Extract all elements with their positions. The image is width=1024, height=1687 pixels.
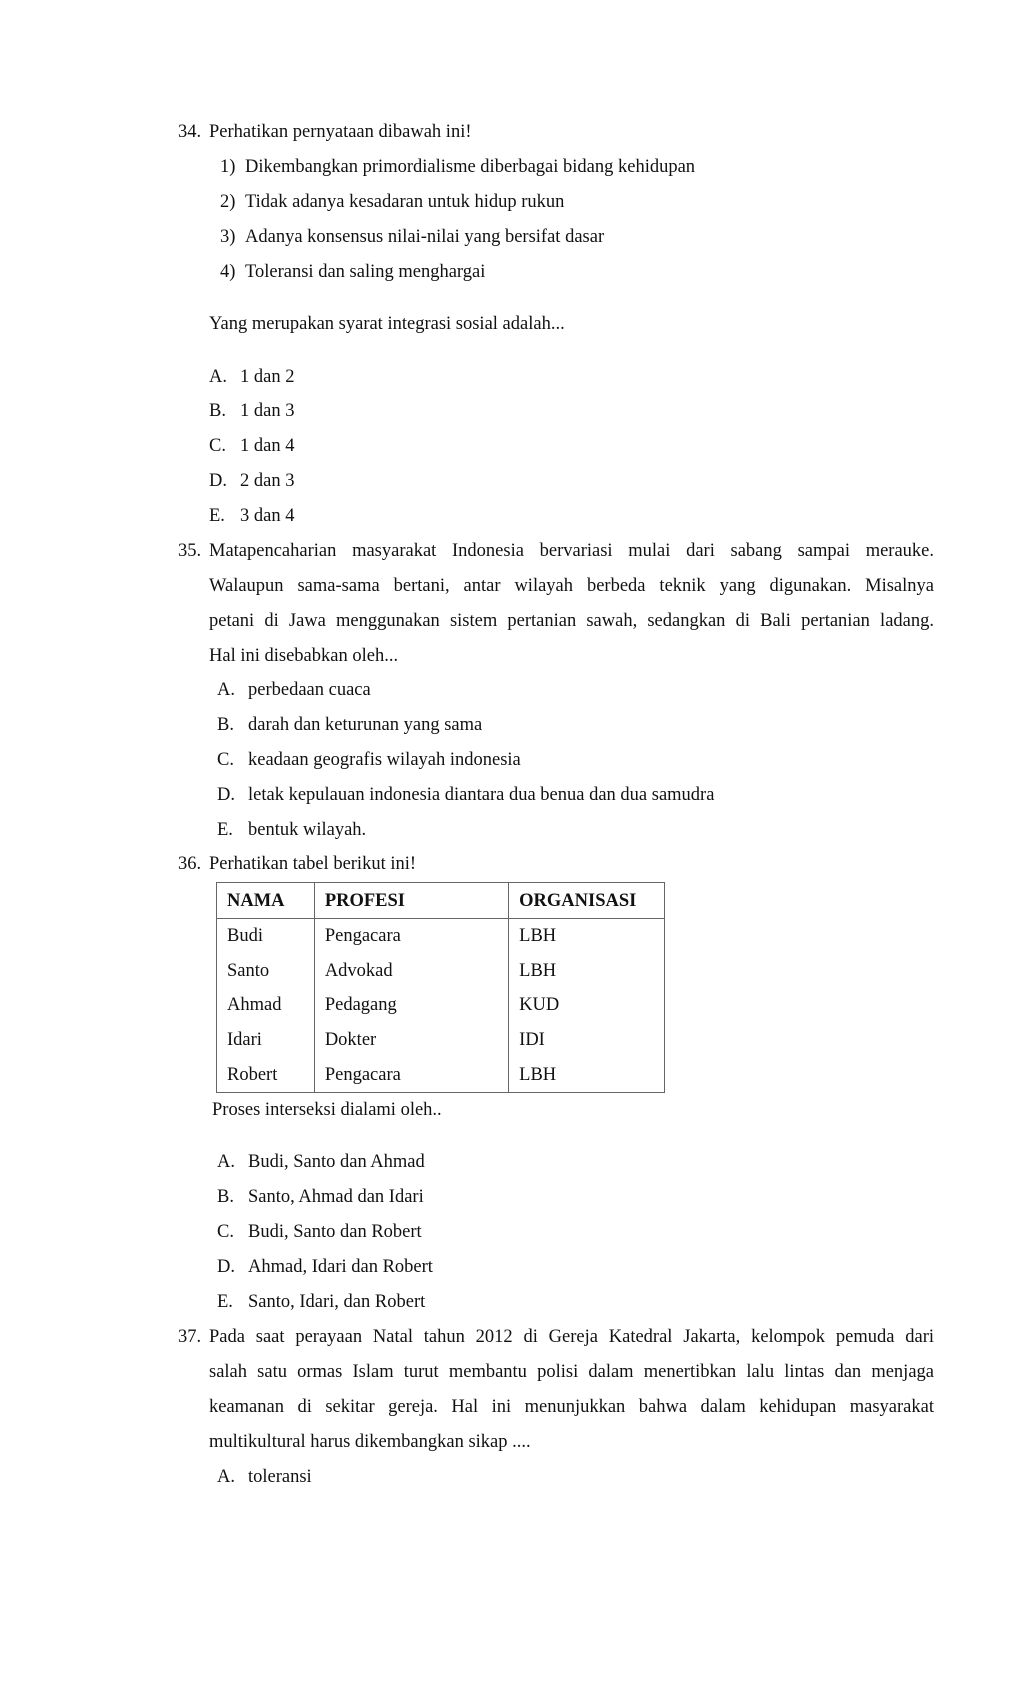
q37-option-a-letter: A. xyxy=(217,1467,235,1487)
q35-number: 35. xyxy=(178,541,202,561)
q34-option-e-letter: E. xyxy=(209,506,225,526)
q36-option-b: Santo, Ahmad dan Idari xyxy=(248,1187,424,1207)
q35-option-e: bentuk wilayah. xyxy=(248,820,367,840)
table-cell-profesi: Pedagang xyxy=(314,988,508,1023)
table-row xyxy=(217,988,665,1023)
q36-option-e: Santo, Idari, dan Robert xyxy=(248,1292,426,1312)
q36-prompt: Perhatikan tabel berikut ini! xyxy=(209,854,417,874)
table-header-profesi: PROFESI xyxy=(314,883,508,919)
q35-option-b: darah dan keturunan yang sama xyxy=(248,715,483,735)
q36-option-a: Budi, Santo dan Ahmad xyxy=(248,1152,425,1172)
q34-statement-3: Adanya konsensus nilai-nilai yang bersifat dasar xyxy=(245,227,605,247)
table-cell-profesi: Dokter xyxy=(314,1023,508,1058)
q35-option-a: perbedaan cuaca xyxy=(248,680,371,700)
table-cell-profesi: Pengacara xyxy=(314,919,508,954)
q35-option-a-letter: A. xyxy=(217,680,235,700)
q36-option-b-letter: B. xyxy=(217,1187,234,1207)
q35-option-c: keadaan geografis wilayah indonesia xyxy=(248,750,521,770)
q34-number: 34. xyxy=(178,122,202,142)
table-header-row xyxy=(217,883,665,919)
table-header-nama: NAMA xyxy=(217,883,315,919)
q37-line-4: multikultural harus dikembangkan sikap .... xyxy=(209,1432,531,1452)
q36-question: Proses interseksi dialami oleh.. xyxy=(212,1100,442,1120)
q37-number: 37. xyxy=(178,1327,202,1347)
table-header-organisasi: ORGANISASI xyxy=(509,883,665,919)
q37-line-2: salah satu ormas Islam turut membantu polisi dalam menertibkan lalu lintas dan menjaga xyxy=(209,1362,934,1382)
q36-option-a-letter: A. xyxy=(217,1152,235,1172)
table-row xyxy=(217,1023,665,1058)
q37-option-a: toleransi xyxy=(248,1467,312,1487)
q34-option-a: 1 dan 2 xyxy=(240,367,295,387)
q34-statement-2-num: 2) xyxy=(220,192,236,212)
q34-option-a-letter: A. xyxy=(209,367,227,387)
table-row xyxy=(217,919,665,954)
q35-line-4: Hal ini disebabkan oleh... xyxy=(209,646,399,666)
q35-option-b-letter: B. xyxy=(217,715,234,735)
q35-option-d: letak kepulauan indonesia diantara dua benua dan dua samudra xyxy=(248,785,715,805)
table-cell-nama: Budi xyxy=(217,919,315,954)
table-cell-nama: Ahmad xyxy=(217,988,315,1023)
table-cell-organisasi: IDI xyxy=(509,1023,665,1058)
q36-option-d-letter: D. xyxy=(217,1257,235,1277)
table-cell-organisasi: KUD xyxy=(509,988,665,1023)
profession-table xyxy=(216,882,665,1093)
table-cell-organisasi: LBH xyxy=(509,1057,665,1092)
q35-line-3: petani di Jawa menggunakan sistem pertanian sawah, sedangkan di Bali pertanian ladang. xyxy=(209,611,934,631)
q35-line-2: Walaupun sama-sama bertani, antar wilayah berbeda teknik yang digunakan. Misalnya xyxy=(209,576,934,596)
q34-option-c: 1 dan 4 xyxy=(240,436,295,456)
q35-option-d-letter: D. xyxy=(217,785,235,805)
q34-statement-1: Dikembangkan primordialisme diberbagai bidang kehidupan xyxy=(245,157,696,177)
q36-number: 36. xyxy=(178,854,202,874)
q37-line-3: keamanan di sekitar gereja. Hal ini menunjukkan bahwa dalam kehidupan masyarakat xyxy=(209,1397,934,1417)
q36-option-d: Ahmad, Idari dan Robert xyxy=(248,1257,433,1277)
table-row xyxy=(217,954,665,989)
table-cell-organisasi: LBH xyxy=(509,919,665,954)
q34-option-d-letter: D. xyxy=(209,471,227,491)
q36-option-c-letter: C. xyxy=(217,1222,234,1242)
q34-statement-4-num: 4) xyxy=(220,262,236,282)
q34-prompt: Perhatikan pernyataan dibawah ini! xyxy=(209,122,472,142)
q34-option-b: 1 dan 3 xyxy=(240,401,295,421)
q36-option-c: Budi, Santo dan Robert xyxy=(248,1222,422,1242)
q36-option-e-letter: E. xyxy=(217,1292,233,1312)
q34-statement-1-num: 1) xyxy=(220,157,236,177)
q34-statement-3-num: 3) xyxy=(220,227,236,247)
q35-option-c-letter: C. xyxy=(217,750,234,770)
q34-option-d: 2 dan 3 xyxy=(240,471,295,491)
q34-option-c-letter: C. xyxy=(209,436,226,456)
table-cell-profesi: Pengacara xyxy=(314,1057,508,1092)
q34-option-b-letter: B. xyxy=(209,401,226,421)
table-cell-nama: Santo xyxy=(217,954,315,989)
q34-statement-4: Toleransi dan saling menghargai xyxy=(245,262,486,282)
table-cell-nama: Idari xyxy=(217,1023,315,1058)
q34-statement-2: Tidak adanya kesadaran untuk hidup rukun xyxy=(245,192,565,212)
table-cell-organisasi: LBH xyxy=(509,954,665,989)
q34-question: Yang merupakan syarat integrasi sosial adalah... xyxy=(209,314,565,334)
q35-line-1: Matapencaharian masyarakat Indonesia bervariasi mulai dari sabang sampai merauke. xyxy=(209,541,934,561)
q34-option-e: 3 dan 4 xyxy=(240,506,295,526)
q35-option-e-letter: E. xyxy=(217,820,233,840)
table-cell-nama: Robert xyxy=(217,1057,315,1092)
table-cell-profesi: Advokad xyxy=(314,954,508,989)
q37-line-1: Pada saat perayaan Natal tahun 2012 di Gereja Katedral Jakarta, kelompok pemuda dari xyxy=(209,1327,934,1347)
table-row xyxy=(217,1057,665,1092)
